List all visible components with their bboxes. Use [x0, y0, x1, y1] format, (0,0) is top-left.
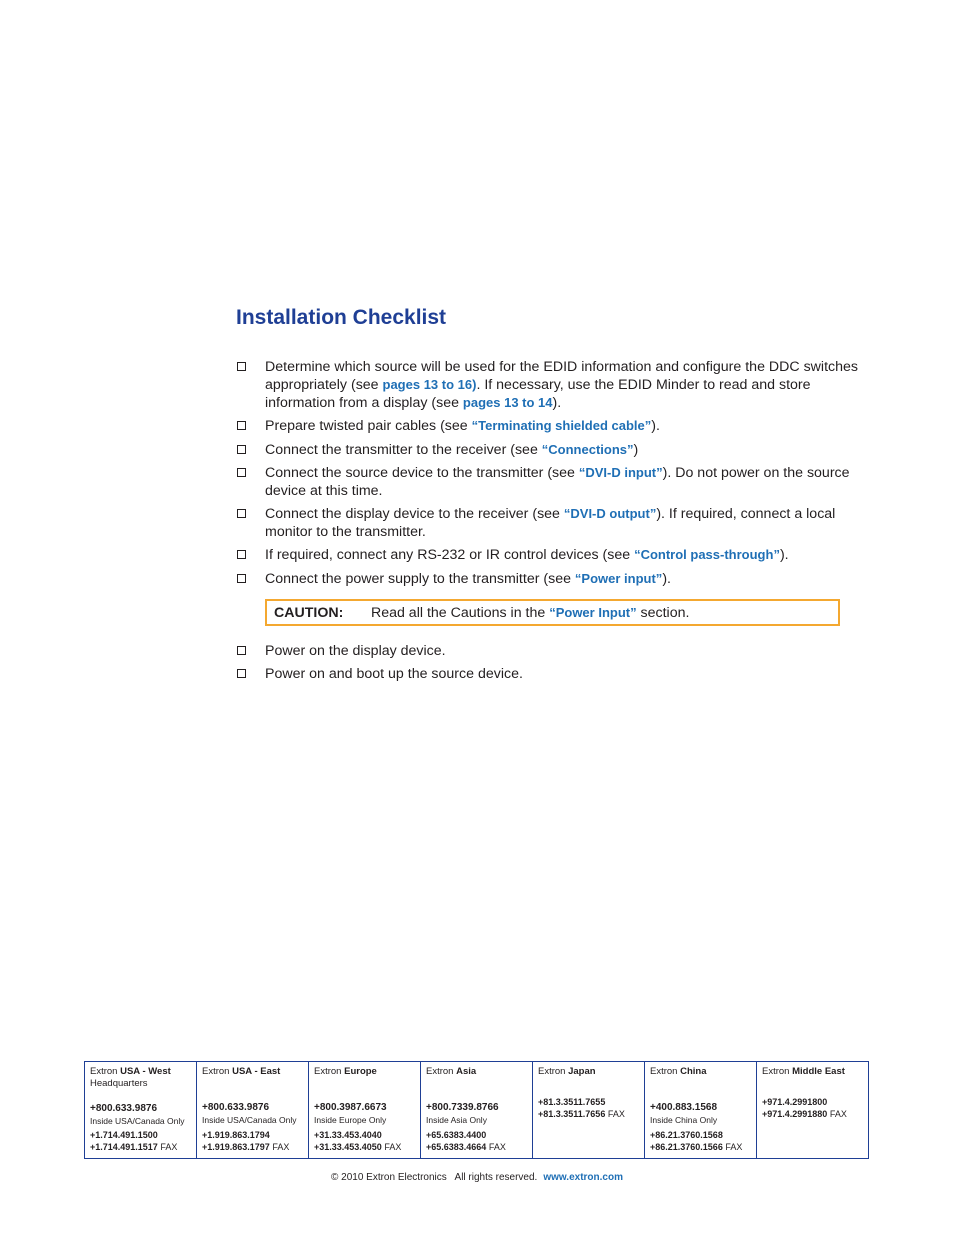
office-brand: Extron [90, 1066, 118, 1077]
checklist-item [236, 464, 876, 500]
office-header [538, 1066, 639, 1078]
toll-free-number: +800.3987.6673 [314, 1102, 387, 1113]
checklist-item [236, 441, 876, 459]
phone-number: +1.919.863.1794 [202, 1130, 270, 1140]
toll-free-note: Inside Asia Only [426, 1115, 487, 1125]
fax-label: FAX [272, 1141, 290, 1152]
office-cell [309, 1062, 421, 1158]
phone-group [650, 1130, 742, 1153]
office-cell [85, 1062, 197, 1158]
checkbox-icon[interactable] [237, 574, 246, 583]
toll-free-group [314, 1099, 387, 1126]
checklist-item-text: ). [651, 418, 660, 434]
fax-number: +86.21.3760.1566 [650, 1141, 723, 1152]
toll-free-note: Inside China Only [650, 1115, 718, 1125]
checklist-item-text: Power on the display device. [265, 643, 446, 659]
toll-free-note: Inside USA/Canada Only [90, 1116, 185, 1126]
office-brand: Extron [314, 1066, 342, 1077]
office-region: USA - East [232, 1066, 281, 1077]
office-region: China [680, 1066, 707, 1077]
fax-label: FAX [384, 1141, 402, 1152]
checklist-item-text: ) [633, 442, 639, 458]
checklist-item-text: Power on and boot up the source device. [265, 666, 523, 682]
checklist-item-text: Prepare twisted pair cables (see [265, 418, 472, 434]
checklist-item-text: ). Do not power on the source device at this time. [265, 465, 850, 499]
office-cell [533, 1062, 645, 1158]
cross-reference-link[interactable]: “DVI-D input” [578, 465, 663, 480]
checklist-item [236, 358, 876, 412]
checklist-item-text: Connect the power supply to the transmitter (see [265, 571, 575, 587]
installation-checklist [236, 358, 876, 593]
copyright-line [0, 1171, 954, 1185]
toll-free-number: +800.633.9876 [202, 1102, 270, 1113]
office-cell [645, 1062, 757, 1158]
fax-label: FAX [829, 1108, 847, 1119]
checklist-item-text: . If necessary, use the EDID Minder to read and store information from a display (see [265, 377, 811, 411]
website-link[interactable]: www.extron.com [543, 1172, 623, 1183]
checklist-item [236, 570, 876, 588]
office-region: Middle East [792, 1066, 845, 1077]
cross-reference-link[interactable]: pages 13 to 16) [382, 377, 477, 392]
checkbox-icon[interactable] [237, 550, 246, 559]
phone-group [90, 1130, 177, 1153]
office-contacts-table [84, 1061, 869, 1159]
office-brand: Extron [538, 1066, 566, 1077]
office-brand: Extron [762, 1066, 790, 1077]
checkbox-icon[interactable] [237, 445, 246, 454]
checklist-item [236, 417, 876, 435]
fax-label: FAX [725, 1141, 743, 1152]
checklist-item [236, 665, 876, 683]
copyright-text: © 2010 Extron Electronics All rights reserved. [330, 1172, 538, 1183]
fax-label: FAX [488, 1141, 506, 1152]
cross-reference-link[interactable]: “Terminating shielded cable” [471, 418, 652, 433]
phone-number: +31.33.453.4040 [314, 1130, 382, 1140]
toll-free-number: +800.633.9876 [90, 1103, 158, 1114]
checklist-item-text: Determine which source will be used for the EDID information and configure the DDC switches appropriately (see [265, 359, 858, 393]
phone-group [202, 1130, 289, 1153]
cross-reference-link[interactable]: “DVI-D output” [563, 506, 657, 521]
caution-label: CAUTION: [274, 605, 344, 621]
office-subtitle: Headquarters [90, 1078, 148, 1089]
phone-number: +971.4.2991800 [762, 1097, 828, 1107]
checkbox-icon[interactable] [237, 646, 246, 655]
office-brand: Extron [202, 1066, 230, 1077]
office-cell [197, 1062, 309, 1158]
cross-reference-link[interactable]: pages 13 to 14 [462, 395, 553, 410]
caution-text-end: section. [636, 605, 690, 621]
toll-free-note: Inside USA/Canada Only [202, 1115, 297, 1125]
checklist-item-text: Connect the display device to the receiver (see [265, 506, 564, 522]
office-header [202, 1066, 303, 1078]
office-header [650, 1066, 751, 1078]
office-region: USA - West [120, 1066, 171, 1077]
fax-label: FAX [160, 1141, 178, 1152]
checkbox-icon[interactable] [237, 468, 246, 477]
office-cell [757, 1062, 868, 1158]
phone-group [538, 1097, 625, 1120]
phone-group [314, 1130, 401, 1153]
cross-reference-link[interactable]: “Power input” [574, 571, 663, 586]
office-header [426, 1066, 527, 1078]
checklist-item-text: ). [779, 547, 789, 563]
fax-number: +1.919.863.1797 [202, 1141, 270, 1152]
fax-number: +65.6383.4664 [426, 1141, 487, 1152]
phone-number: +65.6383.4400 [426, 1130, 487, 1140]
fax-number: +31.33.453.4050 [314, 1141, 382, 1152]
office-header [762, 1066, 863, 1078]
office-header [90, 1066, 191, 1078]
cross-reference-link[interactable]: “Connections” [541, 442, 634, 457]
checklist-item [236, 505, 876, 541]
checklist-item-text: ). If required, connect a local monitor to the transmitter. [265, 506, 836, 540]
fax-number: +971.4.2991880 [762, 1108, 828, 1119]
office-cell [421, 1062, 533, 1158]
phone-number: +86.21.3760.1568 [650, 1130, 723, 1140]
phone-number: +1.714.491.1500 [90, 1130, 158, 1140]
caution-link-power-input[interactable]: “Power Input” [549, 605, 637, 620]
caution-text: Read all the Cautions in the [370, 605, 550, 621]
caution-box [265, 599, 840, 626]
fax-label: FAX [607, 1108, 625, 1119]
checklist-item-text: Connect the transmitter to the receiver (see [265, 442, 542, 458]
office-header [314, 1066, 415, 1078]
office-region: Europe [344, 1066, 377, 1077]
checklist-item-text: ). [662, 571, 671, 587]
checklist-item [236, 546, 876, 564]
page-title: Installation Checklist [236, 306, 447, 329]
office-brand: Extron [650, 1066, 678, 1077]
toll-free-number: +800.7339.8766 [426, 1102, 499, 1113]
toll-free-group [650, 1099, 717, 1126]
toll-free-group [426, 1099, 499, 1126]
fax-number: +1.714.491.1517 [90, 1141, 158, 1152]
cross-reference-link[interactable]: “Control pass-through” [634, 547, 780, 562]
toll-free-note: Inside Europe Only [314, 1115, 387, 1125]
toll-free-group [90, 1100, 185, 1127]
checklist-item [236, 642, 876, 660]
office-brand: Extron [426, 1066, 454, 1077]
phone-group [426, 1130, 506, 1153]
installation-checklist-continued [236, 642, 876, 688]
checkbox-icon[interactable] [237, 669, 246, 678]
checkbox-icon[interactable] [237, 421, 246, 430]
office-region: Japan [568, 1066, 596, 1077]
checkbox-icon[interactable] [237, 362, 246, 371]
checklist-item-text: ). [552, 395, 562, 411]
fax-number: +81.3.3511.7656 [538, 1108, 606, 1119]
checklist-item-text: If required, connect any RS-232 or IR control devices (see [265, 547, 635, 563]
checklist-item-text: Connect the source device to the transmitter (see [265, 465, 579, 481]
checkbox-icon[interactable] [237, 509, 246, 518]
toll-free-group [202, 1099, 297, 1126]
toll-free-number: +400.883.1568 [650, 1102, 718, 1113]
office-region: Asia [456, 1066, 477, 1077]
phone-group [762, 1097, 847, 1120]
phone-number: +81.3.3511.7655 [538, 1097, 606, 1107]
